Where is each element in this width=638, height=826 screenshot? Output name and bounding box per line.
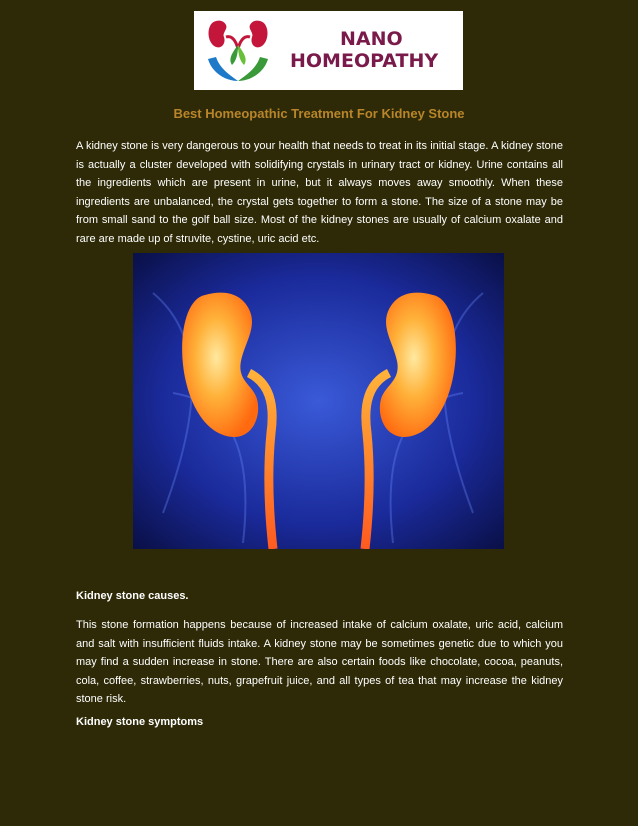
logo-line1: NANO bbox=[340, 27, 403, 50]
logo-line2: HOMEOPATHY bbox=[290, 49, 439, 72]
symptoms-heading: Kidney stone symptoms bbox=[76, 716, 204, 728]
page-title: Best Homeopathic Treatment For Kidney Stone bbox=[173, 106, 465, 121]
kidney-hands-logo-icon bbox=[202, 15, 274, 87]
intro-paragraph: A kidney stone is very dangerous to your health that needs to treat in its initial stage. A kidney stone is actually a cluster developed with solidifying crystals in urinary tract or kidney. Urine contains all the ingredients which are present in urine, but it always moves away smoothly. When these ingredients are unbalanced, the crystal gets together to form a stone. The size of a stone may be from small sand to the golf ball size. Most of the kidney stones are usually of calcium oxalate and rare are made up of struvite, cystine, uric acid etc. bbox=[76, 140, 563, 245]
kidney-illustration-icon bbox=[133, 253, 504, 549]
causes-paragraph: This stone formation happens because of increased intake of calcium oxalate, uric acid, calcium and salt with insufficient fluids intake. A kidney stone may be sometimes genetic due to which you may find a sudden increase in stone. There are also certain foods like chocolate, cocoa, peanuts, cola, coffee, strawberries, nuts, grapefruit juice, and all types of tea that may increase the kidney stone risk. bbox=[76, 619, 563, 706]
logo bbox=[194, 11, 463, 90]
logo-text bbox=[290, 29, 438, 73]
causes-heading: Kidney stone causes. bbox=[76, 590, 189, 602]
